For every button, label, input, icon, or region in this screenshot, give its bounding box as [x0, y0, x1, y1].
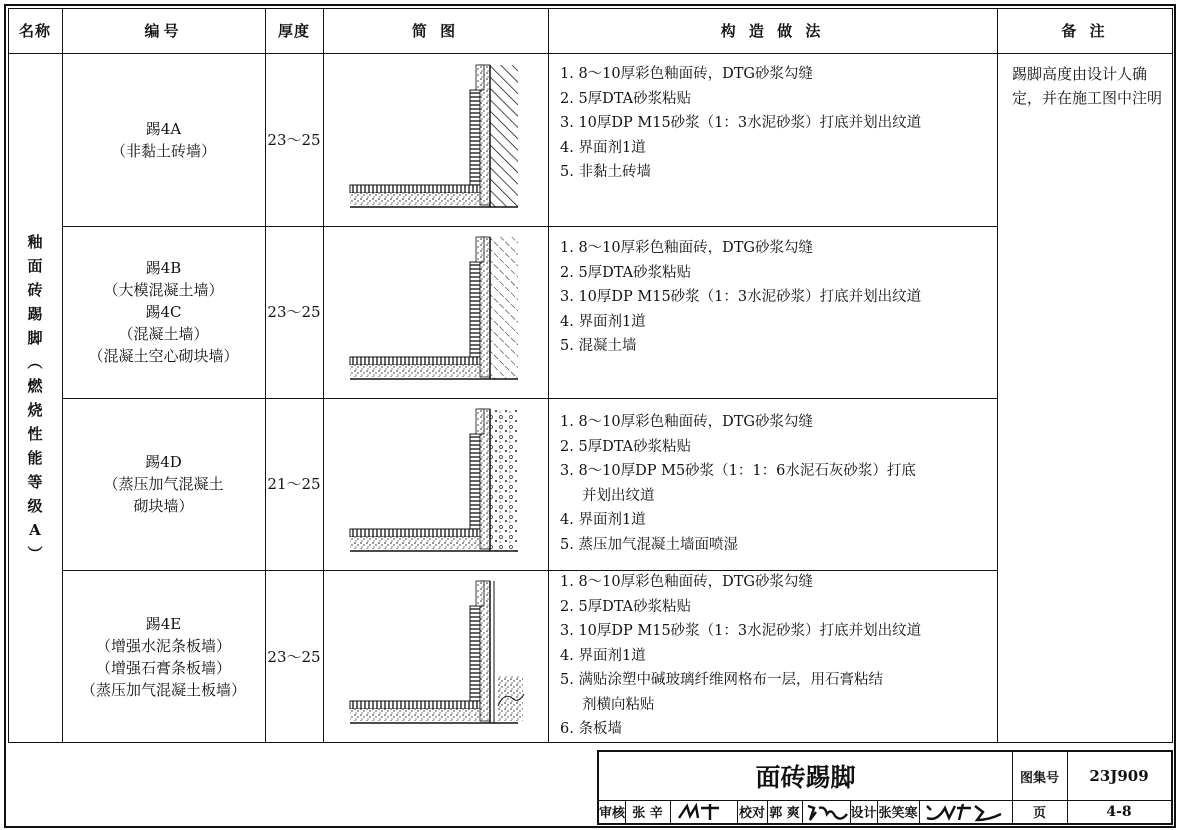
header-thickness: 厚度 [277, 22, 310, 40]
designer-signature [923, 802, 1009, 822]
diagram-concrete-wall [348, 232, 528, 387]
check-label: 校对 [738, 806, 765, 821]
diagram-brick-wall [348, 60, 528, 215]
row-code: 踢4A （非黏土砖墙） [110, 119, 216, 160]
row-thickness: 21～25 [267, 475, 321, 493]
checker-signature [805, 802, 849, 822]
header-diagram: 简 图 [411, 22, 460, 40]
row-thickness: 23～25 [267, 130, 321, 149]
remarks-text: 踢脚高度由设计人确定，并在施工图中注明 [1012, 65, 1163, 107]
row-steps: 1. 8～10厚彩色釉面砖，DTG砂浆勾缝 2. 5厚DTA砂浆粘贴 3. 10厚DP M15砂浆（1：3水泥砂浆）打底并划出纹道 4. 界面剂1道 5. 非黏土砖墙 [560, 66, 922, 180]
header-construction: 构 造 做 法 [720, 22, 825, 40]
row-steps: 1. 8～10厚彩色釉面砖，DTG砂浆勾缝 2. 5厚DTA砂浆粘贴 3. 10厚DP M15砂浆（1：3水泥砂浆）打底并划出纹道 4. 界面剂1道 5. 混凝土墙 [560, 240, 922, 354]
reviewer-signature [675, 802, 733, 822]
row-steps: 1. 8～10厚彩色釉面砖，DTG砂浆勾缝 2. 5厚DTA砂浆粘贴 3. 8～10厚DP M5砂浆（1：1：6水泥石灰砂浆）打底 并划出纹道 4. 界面剂1道 5. 蒸压加气混凝土墙面喷湿 [560, 414, 916, 553]
header-code: 编号 [144, 22, 183, 40]
title-block [597, 750, 1173, 825]
atlas-number: 23J909 [1089, 767, 1149, 785]
design-label: 设计 [850, 806, 877, 821]
review-label: 审核 [599, 806, 626, 821]
category-name: 釉 面 砖 踢 脚 ︵ 燃 烧 性 能 等 级 A ︶ [27, 233, 43, 563]
row-thickness: 23～25 [267, 647, 321, 666]
row-code: 踢4D （蒸压加气混凝土 砌块墙） [103, 453, 224, 515]
page-number: 4-8 [1106, 803, 1132, 820]
header-remarks: 备 注 [1061, 22, 1109, 40]
row-thickness: 23～25 [267, 303, 321, 321]
designer-name: 张笑寒 [878, 806, 918, 821]
drawing-title: 面砖踢脚 [755, 763, 856, 792]
diagram-panel-wall [348, 576, 528, 731]
header-name: 名称 [18, 22, 51, 40]
checker-name: 郭 爽 [769, 806, 800, 821]
diagram-aac-block-wall [348, 404, 528, 559]
reviewer-name: 张 辛 [632, 806, 663, 821]
atlas-label: 图集号 [1019, 770, 1059, 786]
page-label: 页 [1032, 806, 1046, 821]
row-code: 踢4E （增强水泥条板墙） （增强石膏条板墙） （蒸压加气混凝土板墙） [80, 614, 246, 699]
row-code: 踢4B （大模混凝土墙） 踢4C （混凝土墙） （混凝土空心砌块墙） [88, 259, 239, 365]
row-steps: 1. 8～10厚彩色釉面砖，DTG砂浆勾缝 2. 5厚DTA砂浆粘贴 3. 10厚DP M15砂浆（1：3水泥砂浆）打底并划出纹道 4. 界面剂1道 5. 满贴涂塑中碱玻璃纤维网格布一层，用石膏粘结 剂横向粘贴 6. 条板墙 [560, 574, 922, 737]
